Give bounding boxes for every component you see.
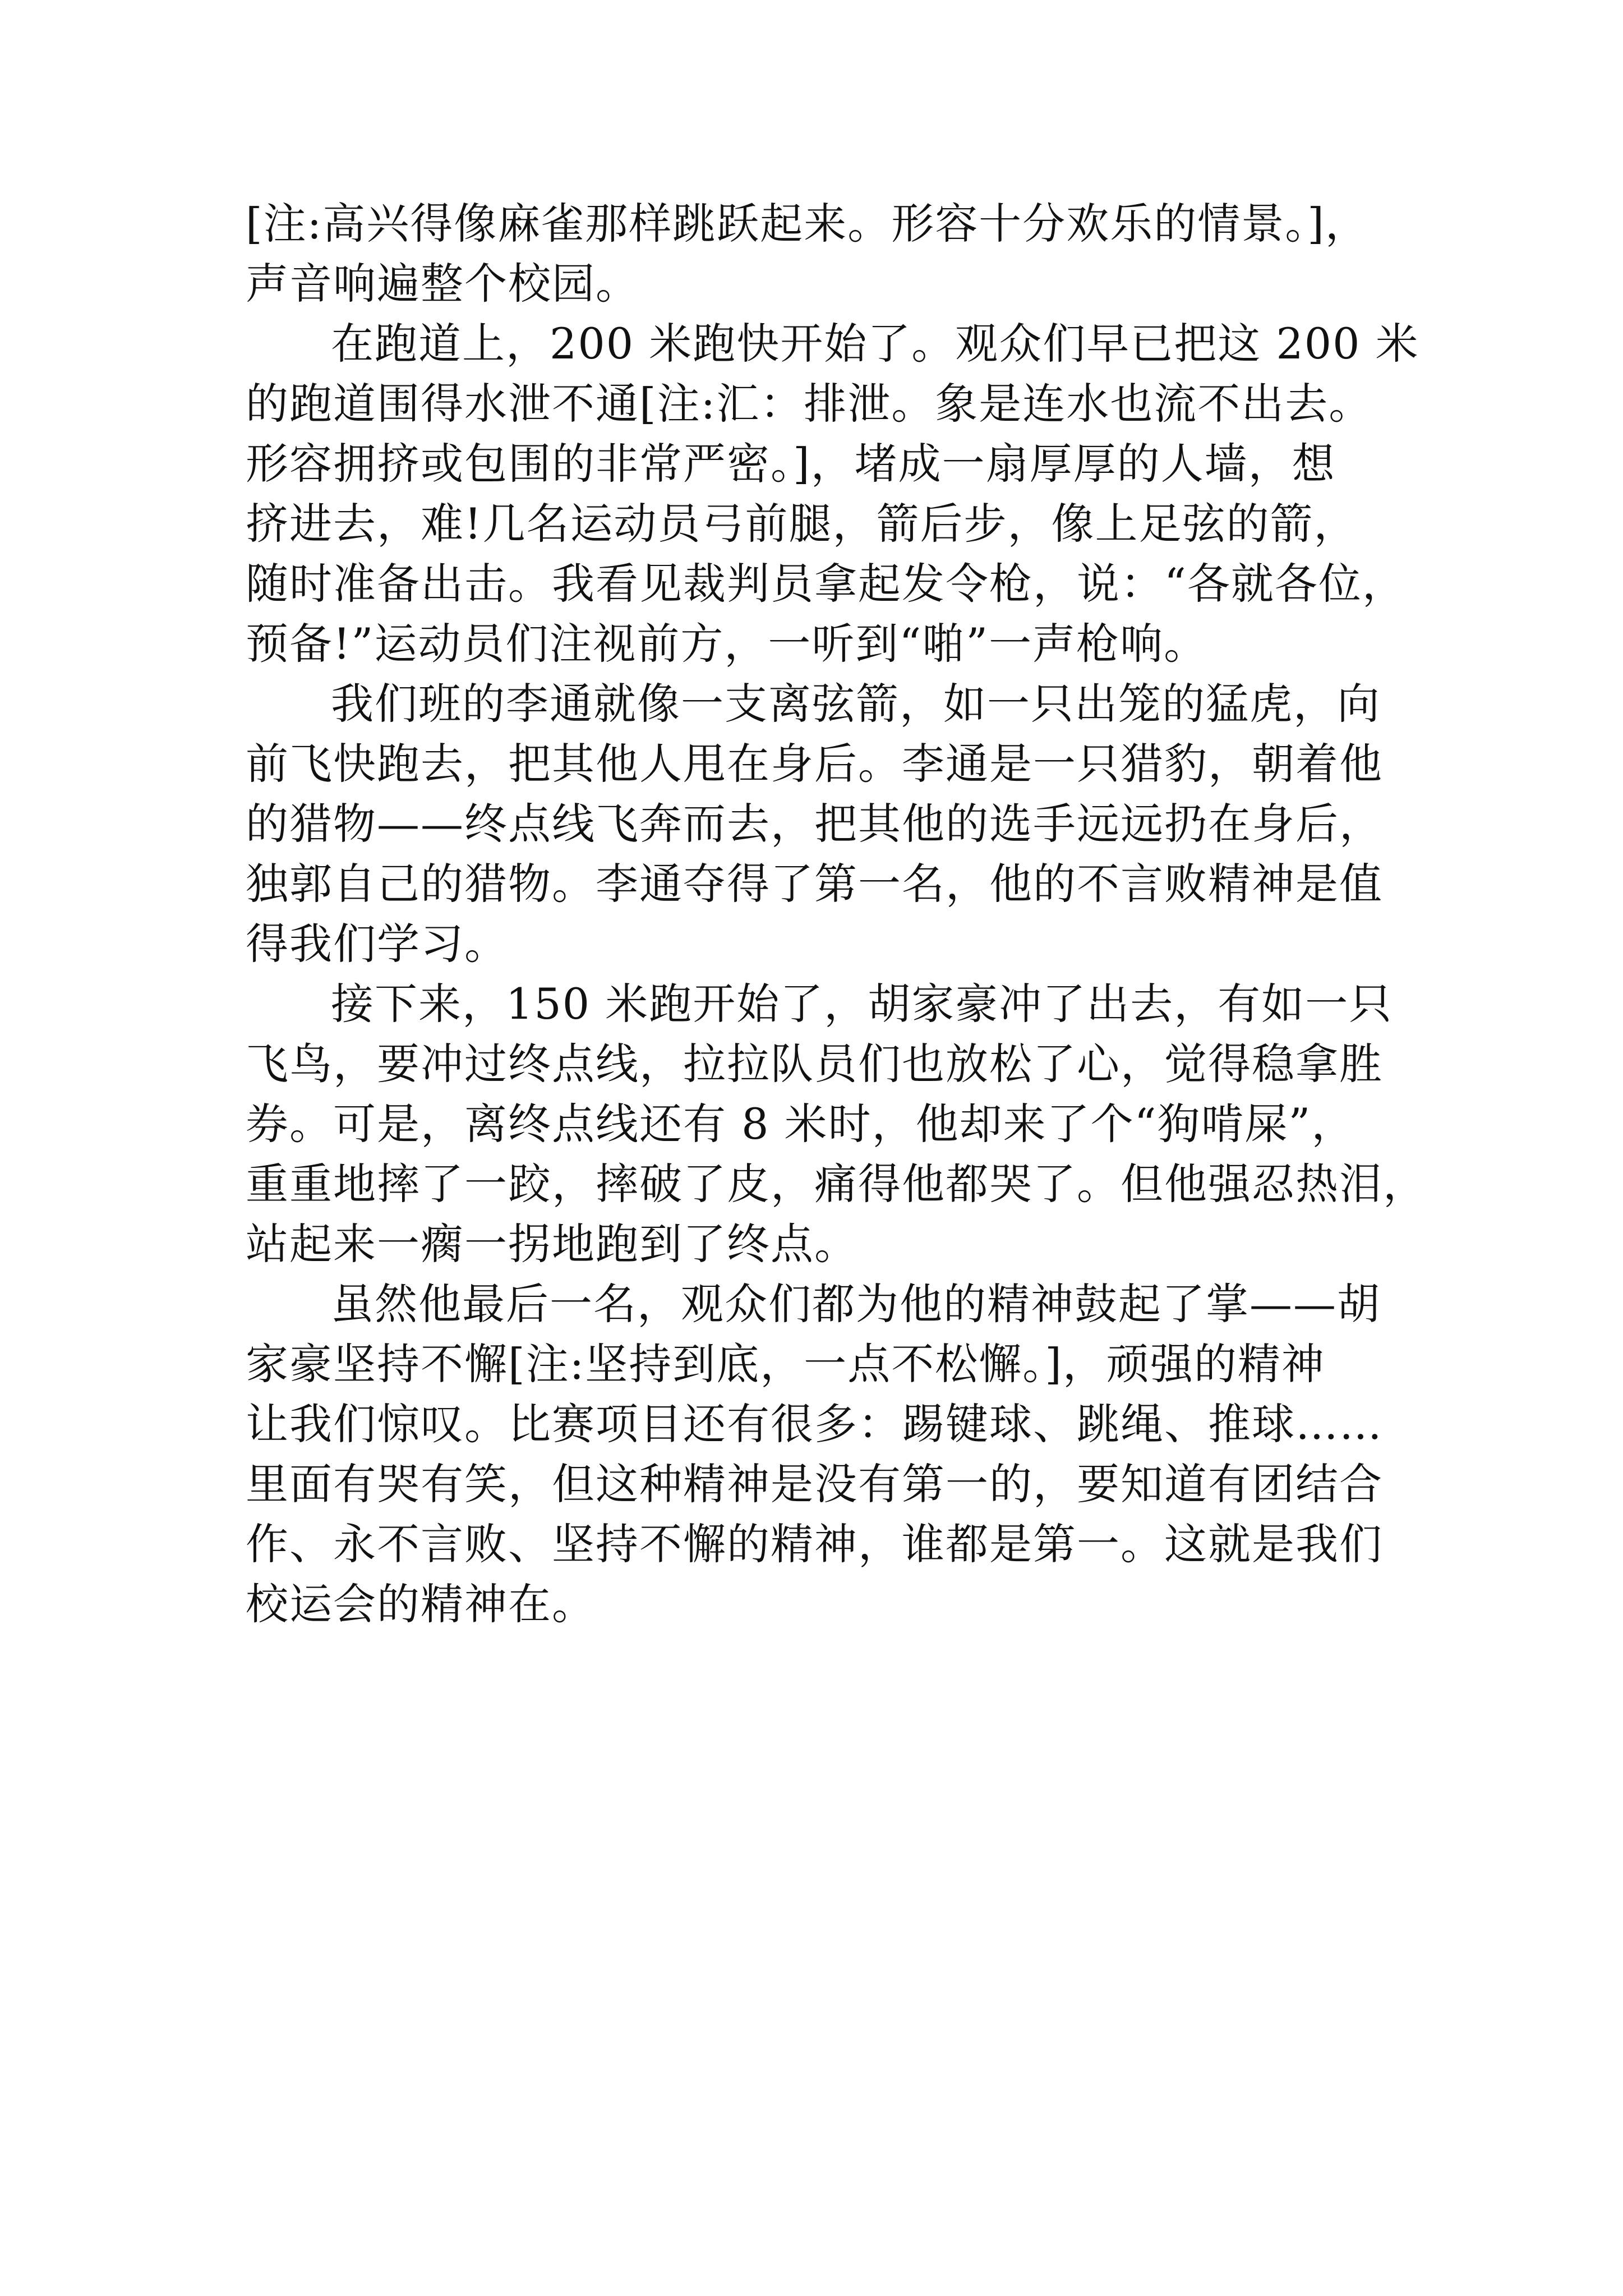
text-line: 重重地摔了一跤，摔破了皮，痛得他都哭了。但他强忍热泪， — [246, 1159, 1427, 1209]
text-line: 校运会的精神在。 — [246, 1579, 596, 1629]
text-line: 前飞快跑去，把其他人甩在身后。李通是一只猎豹，朝着他 — [246, 739, 1383, 789]
text-line: 预备!”运动员们注视前方，一听到“啪”一声枪响。 — [246, 619, 1208, 669]
text-line: 站起来一瘸一拐地跑到了终点。 — [246, 1219, 858, 1269]
text-line: 挤进去，难!几名运动员弓前腿，箭后步，像上足弦的箭， — [246, 499, 1358, 549]
text-line: 我们班的李通就像一支离弦箭，如一只出笼的猛虎，向 — [331, 679, 1381, 729]
text-line: 随时准备出击。我看见裁判员拿起发令枪，说：“各就各位， — [246, 559, 1406, 609]
text-line: 里面有哭有笑，但这种精神是没有第一的，要知道有团结合 — [246, 1459, 1383, 1509]
text-line: 声音响遍整个校园。 — [246, 259, 639, 309]
text-line: 在跑道上，200 米跑快开始了。观众们早已把这 200 米 — [331, 319, 1419, 369]
text-line: 让我们惊叹。比赛项目还有很多：踢键球、跳绳、推球…… — [246, 1399, 1383, 1449]
text-line: 的猎物——终点线飞奔而去，把其他的选手远远扔在身后， — [246, 799, 1383, 849]
text-line: 接下来，150 米跑开始了，胡家豪冲了出去，有如一只 — [331, 979, 1393, 1029]
text-line: 的跑道围得水泄不通[注:汇：排泄。象是连水也流不出去。 — [246, 379, 1373, 429]
text-line: 飞鸟，要冲过终点线，拉拉队员们也放松了心，觉得稳拿胜 — [246, 1039, 1383, 1089]
text-line: [注:高兴得像麻雀那样跳跃起来。形容十分欢乐的情景。]， — [246, 199, 1369, 249]
text-line: 券。可是，离终点线还有 8 米时，他却来了个“狗啃屎”， — [246, 1099, 1355, 1149]
text-line: 得我们学习。 — [246, 919, 508, 969]
document-body — [246, 194, 1427, 1634]
text-line: 独郭自己的猎物。李通夺得了第一名，他的不言败精神是值 — [246, 859, 1383, 909]
text-line: 作、永不言败、坚持不懈的精神，谁都是第一。这就是我们 — [246, 1519, 1383, 1569]
text-line: 家豪坚持不懈[注:坚持到底，一点不松懈。]，顽强的精神 — [246, 1339, 1325, 1389]
text-line: 虽然他最后一名，观众们都为他的精神鼓起了掌——胡 — [331, 1279, 1381, 1329]
text-line: 形容拥挤或包围的非常严密。]，堵成一扇厚厚的人墙，想 — [246, 439, 1336, 489]
